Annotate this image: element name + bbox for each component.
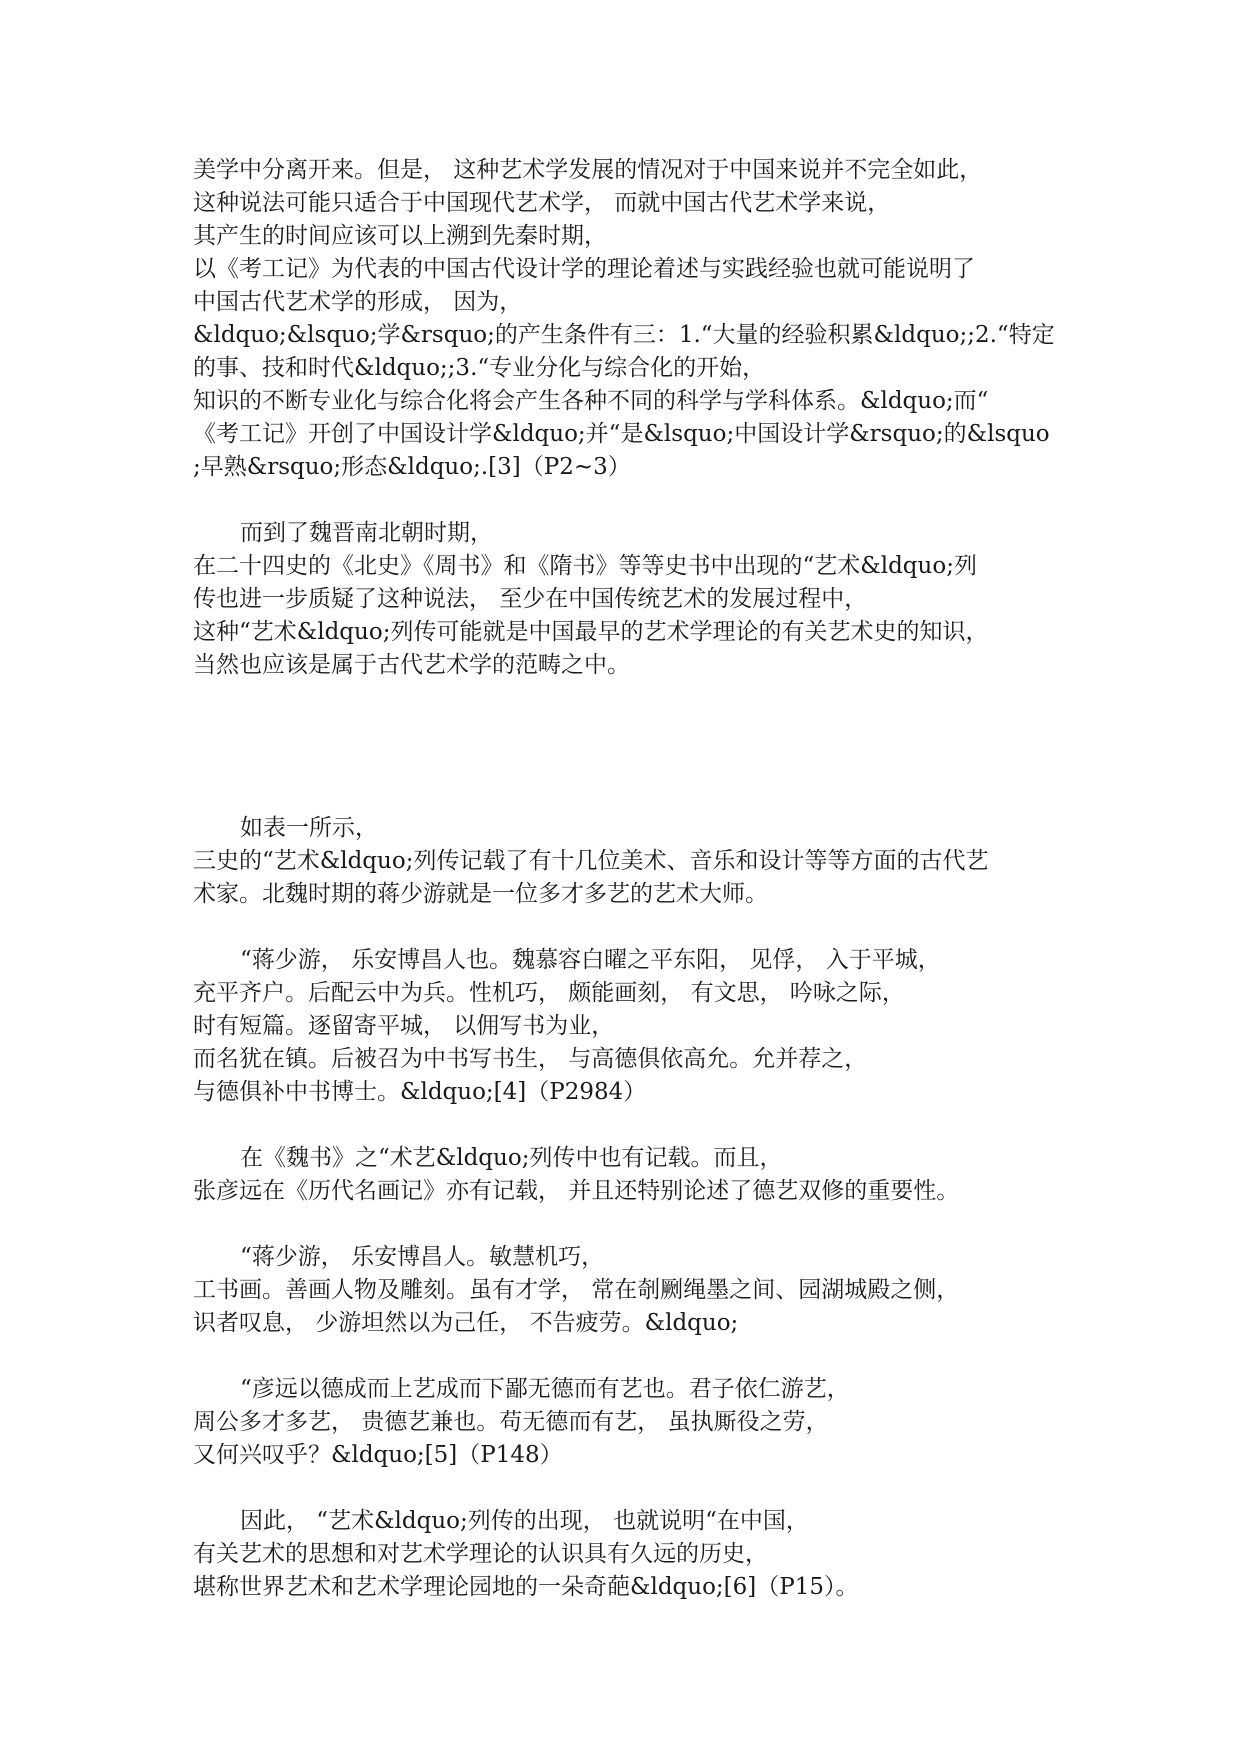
text-line: 周公多才多艺， 贵德艺兼也。苟无德而有艺， 虽执厮役之劳， [193, 1409, 829, 1435]
document-body [193, 154, 1073, 1604]
text-line: 与德俱补中书博士。&ldquo;[4]（P2984） [193, 1079, 647, 1105]
text-line: 这种“艺术&ldquo;列传可能就是中国最早的艺术学理论的有关艺术史的知识， [193, 619, 989, 645]
text-line: 因此， “艺术&ldquo;列传的出现， 也就说明“在中国， [240, 1508, 809, 1534]
paragraph-3 [193, 812, 1073, 911]
text-line: 在《魏书》之“术艺&ldquo;列传中也有记载。而且， [240, 1145, 783, 1171]
paragraph-4 [193, 944, 1073, 1109]
text-line: 堪称世界艺术和艺术学理论园地的一朵奇葩&ldquo;[6]（P15）。 [193, 1574, 859, 1600]
text-line: 工书画。善画人物及雕刻。虽有才学， 常在剞劂绳墨之间、园湖城殿之侧， [193, 1277, 960, 1303]
paragraph-8 [193, 1505, 1073, 1604]
text-line: 中国古代艺术学的形成， 因为， [193, 289, 523, 315]
text-line: &ldquo;&lsquo;学&rsquo;的产生条件有三：1.“大量的经验积累&ldquo;;2.“特定 [193, 322, 1055, 348]
text-line: “蒋少游， 乐安博昌人。敏慧机巧， [240, 1244, 605, 1270]
text-line: 术家。北魏时期的蒋少游就是一位多才多艺的艺术大师。 [193, 881, 768, 907]
text-line: 识者叹息， 少游坦然以为己任， 不告疲劳。&ldquo; [193, 1310, 739, 1336]
text-line: 充平齐户。后配云中为兵。性机巧， 颇能画刻， 有文思， 吟咏之际， [193, 980, 905, 1006]
text-line: 知识的不断专业化与综合化将会产生各种不同的科学与学科体系。&ldquo;而“ [193, 388, 989, 414]
text-line: 有关艺术的思想和对艺术学理论的认识具有久远的历史， [193, 1541, 768, 1567]
text-line: 美学中分离开来。但是， 这种艺术学发展的情况对于中国来说并不完全如此， [193, 157, 983, 183]
text-line: 这种说法可能只适合于中国现代艺术学， 而就中国古代艺术学来说， [193, 190, 891, 216]
text-line: 张彦远在《历代名画记》亦有记载， 并且还特别论述了德艺双修的重要性。 [193, 1178, 960, 1204]
text-line: 而名犹在镇。后被召为中书写书生， 与高德俱依高允。允并荐之， [193, 1046, 868, 1072]
text-line: “蒋少游， 乐安博昌人也。魏慕容白曜之平东阳， 见俘， 入于平城， [240, 947, 941, 973]
paragraph-5 [193, 1142, 1073, 1208]
text-line: 传也进一步质疑了这种说法， 至少在中国传统艺术的发展过程中， [193, 586, 868, 612]
paragraph-2 [193, 517, 1073, 682]
paragraph-6 [193, 1241, 1073, 1340]
paragraph-7 [193, 1373, 1073, 1472]
text-line: ;早熟&rsquo;形态&ldquo;.[3]（P2~3） [193, 454, 631, 480]
text-line: 当然也应该是属于古代艺术学的范畴之中。 [193, 652, 630, 678]
text-line: 在二十四史的《北史》《周书》和《隋书》等等史书中出现的“艺术&ldquo;列 [193, 553, 977, 579]
text-line: 《考工记》开创了中国设计学&ldquo;并“是&lsquo;中国设计学&rsquo;的&lsquo [193, 421, 1050, 447]
text-line: 如表一所示， [240, 815, 378, 841]
text-line: 时有短篇。逐留寄平城， 以佣写书为业， [193, 1013, 615, 1039]
text-line: 又何兴叹乎？&ldquo;[5]（P148） [193, 1442, 563, 1468]
text-line: 的事、技和时代&ldquo;;3.“专业分化与综合化的开始， [193, 355, 766, 381]
text-line: 而到了魏晋南北朝时期， [240, 520, 493, 546]
paragraph-1 [193, 154, 1073, 484]
text-line: “彦远以德成而上艺成而下鄙无德而有艺也。君子依仁游艺， [240, 1376, 850, 1402]
text-line: 三史的“艺术&ldquo;列传记载了有十几位美术、音乐和设计等等方面的古代艺 [193, 848, 989, 874]
text-line: 以《考工记》为代表的中国古代设计学的理论着述与实践经验也就可能说明了 [193, 256, 975, 282]
text-line: 其产生的时间应该可以上溯到先秦时期， [193, 223, 607, 249]
